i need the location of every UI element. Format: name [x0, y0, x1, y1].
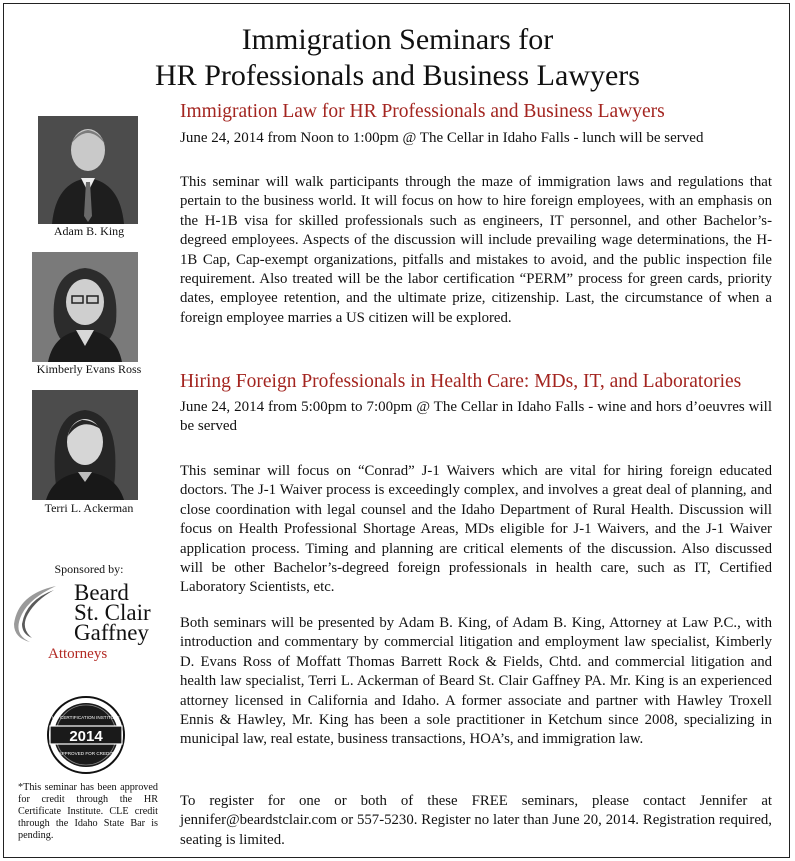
- seminar-1-date: June 24, 2014 from Noon to 1:00pm @ The Cellar in Idaho Falls - lunch will be served: [180, 130, 704, 146]
- speaker-photo-kimberly-ross: [32, 252, 138, 362]
- badge-top-text: HR CERTIFICATION INSTITUTE: [52, 715, 120, 720]
- seminar-1-description: This seminar will walk participants through the maze of immigration laws and regulations that pertain to the business world. It will focus on how to hire foreign employees, with an emphasis on the H-1B visa for skilled professionals such as engineers, IT personnel, and other Bachelor’s-degreed employees. Aspects of the discussion will include prevailing wage determinations, the H-1B Cap, Cap-exempt organizations, pitfalls and mistakes to avoid, and the public inspection file requirement. Also treated will be the labor certification “PERM” process for green cards, priority dates, employee retention, and the ultimate prize, citizenship. Last, the circumstance of when a foreign employee marries a US citizen will be explored.: [180, 174, 772, 326]
- logo-text-line-1: Beard: [74, 580, 129, 605]
- certification-badge: [46, 695, 126, 775]
- logo-text-line-4: Attorneys: [48, 646, 108, 662]
- sponsor-label: Sponsored by:: [54, 562, 124, 576]
- badge-year: 2014: [69, 728, 103, 745]
- speaker-photo-terri-ackerman: [32, 390, 138, 500]
- logo-swoosh-icon: [8, 584, 58, 644]
- title-line-2: HR Professionals and Business Lawyers: [155, 59, 640, 92]
- credit-footnote: *This seminar has been approved for credit through the HR Certificate Institute. CLE credit through the Idaho State Bar is pending.: [18, 782, 158, 841]
- speaker-name: Terri L. Ackerman: [44, 501, 134, 515]
- title-line-1: Immigration Seminars for: [241, 23, 554, 56]
- speaker-photo-adam-king: [38, 116, 138, 224]
- seminar-2-date: June 24, 2014 from 5:00pm to 7:00pm @ The Cellar in Idaho Falls - wine and hors d’oeuvres will be served: [180, 399, 772, 434]
- badge-bottom-text: APPROVED FOR CREDIT: [58, 751, 114, 756]
- logo-text-line-3: Gaffney: [74, 620, 149, 645]
- presenters-paragraph: Both seminars will be presented by Adam B. King, of Adam B. King, Attorney at Law P.C., with introduction and commentary by commercial litigation and employment law specialist, Kimberly D. Evans Ross of Moffatt Thomas Barrett Rock & Fields, Chtd. and commercial litigation and health law specialist, Terri L. Ackerman of Beard St. Clair Gaffney PA. Mr. King is an experienced attorney licensed in California and Idaho. A former associate and partner with Hawley Troxell Ennis & Hawley, Mr. King has been a sole practitioner in Ketchum since 2008, specializing in municipal law, real estate, business transactions, HOA’s, and immigration law.: [180, 615, 772, 748]
- seminar-1-title: Immigration Law for HR Professionals and Business Lawyers: [180, 101, 665, 122]
- page-title: [0, 22, 795, 94]
- sponsor-logo: [8, 582, 158, 667]
- logo-text-line-2: St. Clair: [74, 600, 151, 625]
- seminar-2-description: This seminar will focus on “Conrad” J-1 Waivers which are vital for hiring foreign educated doctors. The J-1 Waiver process is exceedingly complex, and involves a great deal of planning, and close coordination with legal counsel and the Idaho Department of Rural Health. Discussion will focus on Health Professional Shortage Areas, MDs eligible for J-1 Waivers, and the J-1 Waiver application process. Timing and planning are critical elements of the discussion. Also discussed will be other Bachelor’s-degreed foreign professionals in health care, such as IT, Certified Laboratory Scientists, etc.: [180, 463, 772, 596]
- seminar-2-title: Hiring Foreign Professionals in Health Care: MDs, IT, and Laboratories: [180, 371, 742, 392]
- speaker-name: Kimberly Evans Ross: [36, 362, 142, 376]
- registration-paragraph: To register for one or both of these FREE seminars, please contact Jennifer at jennifer@beardstclair.com or 557-5230. Register no later than June 20, 2014. Registration required, seating is limited.: [180, 793, 772, 848]
- speaker-name: Adam B. King: [53, 224, 125, 238]
